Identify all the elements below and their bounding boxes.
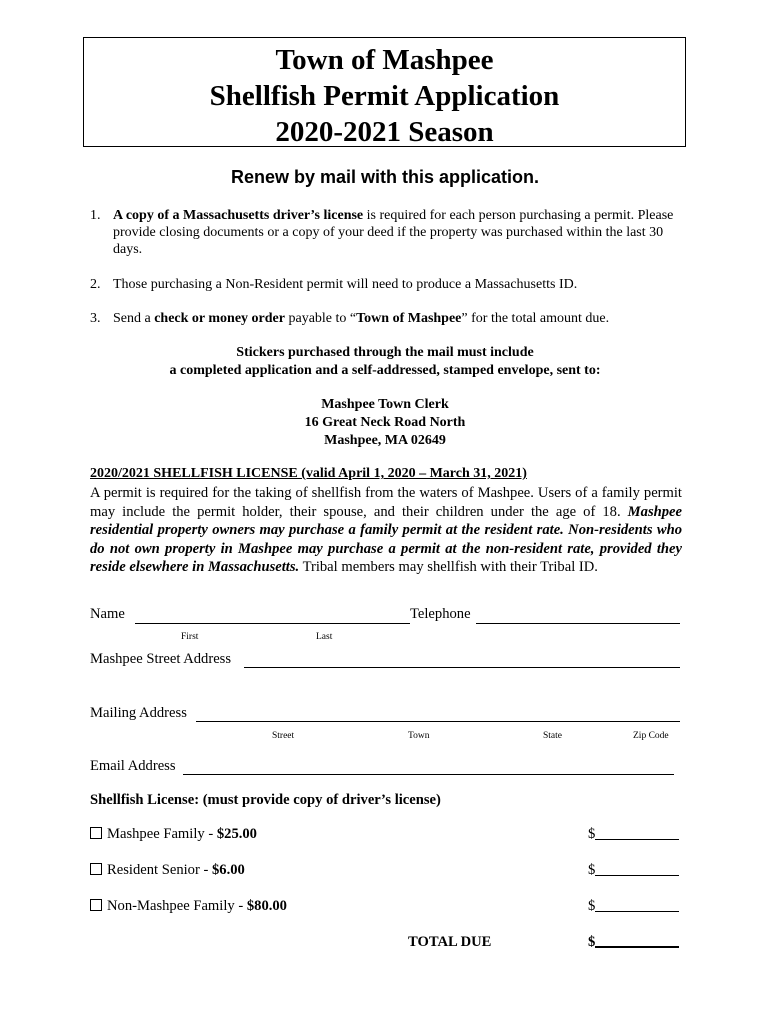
license-description: [90, 484, 682, 577]
total-due-input[interactable]: [595, 934, 679, 948]
resident-senior-amount-input[interactable]: [595, 863, 679, 876]
option-label: Mashpee Family -: [107, 826, 217, 842]
telephone-label: Telephone: [410, 606, 471, 622]
name-label: Name: [90, 606, 125, 622]
email-input[interactable]: [183, 774, 674, 775]
instruction-2: [90, 276, 690, 293]
mail-notice: [0, 344, 770, 380]
instruction-number: 2.: [90, 277, 101, 292]
license-text: A permit is required for the taking of shellfish from the waters of Mashpee. Users of a family permit may include the permit holder, their spouse, and their children under the age of 18.: [90, 485, 682, 520]
telephone-input[interactable]: [476, 623, 680, 624]
license-text: Tribal members may shellfish with their Tribal ID.: [299, 559, 598, 576]
title-box: [83, 37, 686, 147]
license-heading: 2020/2021 SHELLFISH LICENSE (valid April 1, 2020 – March 31, 2021): [90, 466, 527, 481]
dollar-sign: $: [588, 934, 596, 950]
option-label: Non-Mashpee Family -: [107, 898, 247, 914]
instruction-3: [90, 310, 690, 327]
total-due-label: TOTAL DUE: [408, 934, 492, 950]
option-mashpee-family: [90, 826, 257, 843]
option-price: $80.00: [246, 898, 287, 914]
instruction-1: [90, 207, 690, 258]
license-emphasis: Mashpee residential property owners may purchase a family permit at the resident rate. Non-residents who do not own property in Mashpee may purchase a permit at the non-resident rate, provided they reside elsewhere in Massachusetts.: [90, 503, 682, 576]
first-name-caption: First: [181, 632, 199, 642]
dollar-sign: $: [588, 826, 596, 842]
license-options-heading: Shellfish License: (must provide copy of driver’s license): [90, 792, 441, 808]
instruction-text: Send a: [113, 311, 155, 326]
option-price: $25.00: [216, 826, 257, 842]
instruction-text: ” for the total amount due.: [461, 311, 610, 326]
town-caption: Town: [408, 731, 430, 741]
street-address-label: Mashpee Street Address: [90, 651, 232, 667]
clerk-address: [0, 396, 770, 450]
state-caption: State: [543, 731, 562, 741]
instruction-bold: check or money order: [154, 311, 285, 326]
mail-notice-line: Stickers purchased through the mail must include: [236, 345, 534, 360]
renew-subheading: Renew by mail with this application.: [230, 167, 540, 187]
dollar-sign: $: [588, 862, 596, 878]
option-non-mashpee-family: [90, 898, 287, 915]
option-label: Resident Senior -: [107, 862, 212, 878]
zip-caption: Zip Code: [633, 731, 669, 741]
total-due-amount: [588, 934, 679, 951]
mail-notice-line: a completed application and a self-addressed, stamped envelope, sent to:: [169, 363, 601, 378]
non-mashpee-family-amount: [588, 898, 679, 915]
name-input[interactable]: [135, 623, 410, 624]
instruction-number: 1.: [90, 208, 101, 223]
instruction-bold: A copy of a Massachusetts driver’s license: [113, 208, 364, 223]
option-price: $6.00: [211, 862, 245, 878]
street-address-input[interactable]: [244, 667, 680, 668]
street-caption: Street: [272, 731, 295, 741]
mashpee-family-amount-input[interactable]: [595, 827, 679, 840]
last-name-caption: Last: [316, 632, 333, 642]
option-resident-senior: [90, 862, 245, 879]
instruction-text: is required for each person purchasing a permit. Please provide closing documents or a copy of your deed if the property was purchased within the last 30 days.: [113, 208, 674, 257]
address-line: 16 Great Neck Road North: [304, 415, 466, 430]
non-mashpee-family-checkbox[interactable]: [90, 899, 102, 911]
town-title: Town of Mashpee: [275, 44, 494, 76]
mailing-address-label: Mailing Address: [90, 705, 187, 721]
resident-senior-amount: [588, 862, 679, 879]
instruction-bold: Town of Mashpee: [356, 311, 462, 326]
resident-senior-checkbox[interactable]: [90, 863, 102, 875]
season-title: 2020-2021 Season: [275, 116, 494, 148]
instruction-number: 3.: [90, 311, 101, 326]
dollar-sign: $: [588, 898, 596, 914]
application-title: Shellfish Permit Application: [209, 80, 560, 112]
address-line: Mashpee Town Clerk: [321, 397, 449, 412]
mashpee-family-checkbox[interactable]: [90, 827, 102, 839]
non-mashpee-family-amount-input[interactable]: [595, 899, 679, 912]
instruction-text: Those purchasing a Non-Resident permit will need to produce a Massachusetts ID.: [113, 277, 578, 292]
instruction-text: payable to “: [284, 311, 357, 326]
mashpee-family-amount: [588, 826, 679, 843]
mailing-address-input[interactable]: [196, 721, 680, 722]
address-line: Mashpee, MA 02649: [324, 433, 446, 448]
email-label: Email Address: [90, 758, 176, 774]
